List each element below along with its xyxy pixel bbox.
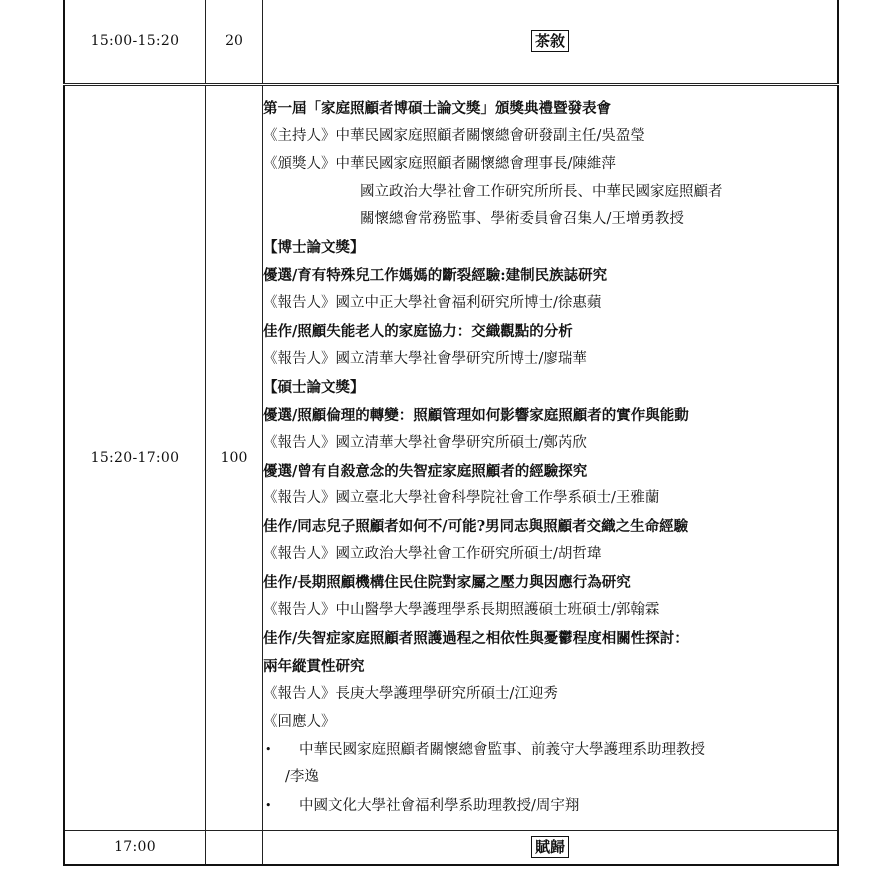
reporter-line: 《報告人》長庚大學護理學研究所碩士/江迎秀 [263, 685, 558, 702]
bullet-icon: • [265, 743, 272, 757]
dismissal-label: 賦歸 [531, 836, 569, 858]
respondent-text: 中國文化大學社會福利學系助理教授/周宇翔 [299, 798, 580, 815]
reporter-line: 《報告人》中山醫學大學護理學系長期照護碩士班碩士/郭翰霖 [263, 601, 660, 618]
minutes-cell: 100 [206, 84, 263, 830]
respondent-header: 《回應人》 [263, 713, 336, 730]
paper-title: 優選/育有特殊兒工作媽媽的斷裂經驗:建制民族誌研究 [263, 267, 608, 285]
tea-break-label: 茶敘 [531, 30, 569, 52]
respondent-text: /李逸 [285, 769, 319, 786]
presenter-line: 關懷總會常務監事、學術委員會召集人/王增勇教授 [360, 211, 684, 228]
host-line: 《主持人》中華民國家庭照顧者關懷總會研發副主任/吳盈瑩 [263, 127, 645, 144]
reporter-line: 《報告人》國立清華大學社會學研究所博士/廖瑞華 [263, 350, 587, 367]
phd-award-header: 【博士論文獎】 [263, 239, 365, 257]
minutes-cell [206, 830, 263, 865]
reporter-line: 《報告人》國立臺北大學社會科學院社會工作學系碩士/王雅蘭 [263, 490, 660, 507]
paper-title: 佳作/照顧失能老人的家庭協力：交織觀點的分析 [263, 323, 573, 341]
respondent-item-continued [263, 764, 837, 792]
bullet-icon: • [265, 799, 272, 813]
reporter-line: 《報告人》國立清華大學社會學研究所碩士/鄭芮欣 [263, 434, 587, 451]
paper-title: 佳作/同志兒子照顧者如何不/可能?男同志與照顧者交織之生命經驗 [263, 518, 689, 536]
respondent-item [263, 736, 837, 764]
minutes-cell: 20 [206, 0, 263, 84]
schedule-row-dismissal [64, 830, 838, 865]
paper-title: 佳作/長期照顧機構住民住院對家屬之壓力與因應行為研究 [263, 574, 631, 592]
paper-title: 優選/照顧倫理的轉變：照顧管理如何影響家庭照顧者的實作與能動 [263, 406, 689, 424]
masters-award-header: 【碩士論文獎】 [263, 378, 365, 396]
schedule-row-ceremony [64, 84, 838, 830]
presenter-line: 國立政治大學社會工作研究所所長、中華民國家庭照顧者 [360, 183, 723, 200]
reporter-line: 《報告人》國立中正大學社會福利研究所博士/徐惠蘋 [263, 295, 602, 312]
schedule-table [63, 0, 839, 866]
paper-title: 優選/曾有自殺意念的失智症家庭照顧者的經驗探究 [263, 462, 588, 480]
respondent-item [263, 792, 837, 820]
time-cell: 15:20-17:00 [64, 84, 206, 830]
time-cell: 17:00 [64, 830, 206, 865]
schedule-row-tea-break [64, 0, 838, 84]
activity-cell [263, 830, 839, 865]
paper-title: 佳作/失智症家庭照顧者照護過程之相依性與憂鬱程度相關性探討： [263, 629, 689, 647]
presenter-line: 《頒獎人》中華民國家庭照顧者關懷總會理事長/陳維萍 [263, 155, 616, 172]
time-cell: 15:00-15:20 [64, 0, 206, 84]
paper-title-continued: 兩年縱貫性研究 [263, 657, 365, 675]
activity-cell [263, 0, 839, 84]
reporter-line: 《報告人》國立政治大學社會工作研究所碩士/胡哲瑋 [263, 546, 602, 563]
respondent-text: 中華民國家庭照顧者關懷總會監事、前義守大學護理系助理教授 [299, 742, 705, 759]
program-cell [263, 84, 839, 830]
program-title: 第一屆「家庭照顧者博碩士論文獎」頒獎典禮暨發表會 [263, 99, 611, 117]
